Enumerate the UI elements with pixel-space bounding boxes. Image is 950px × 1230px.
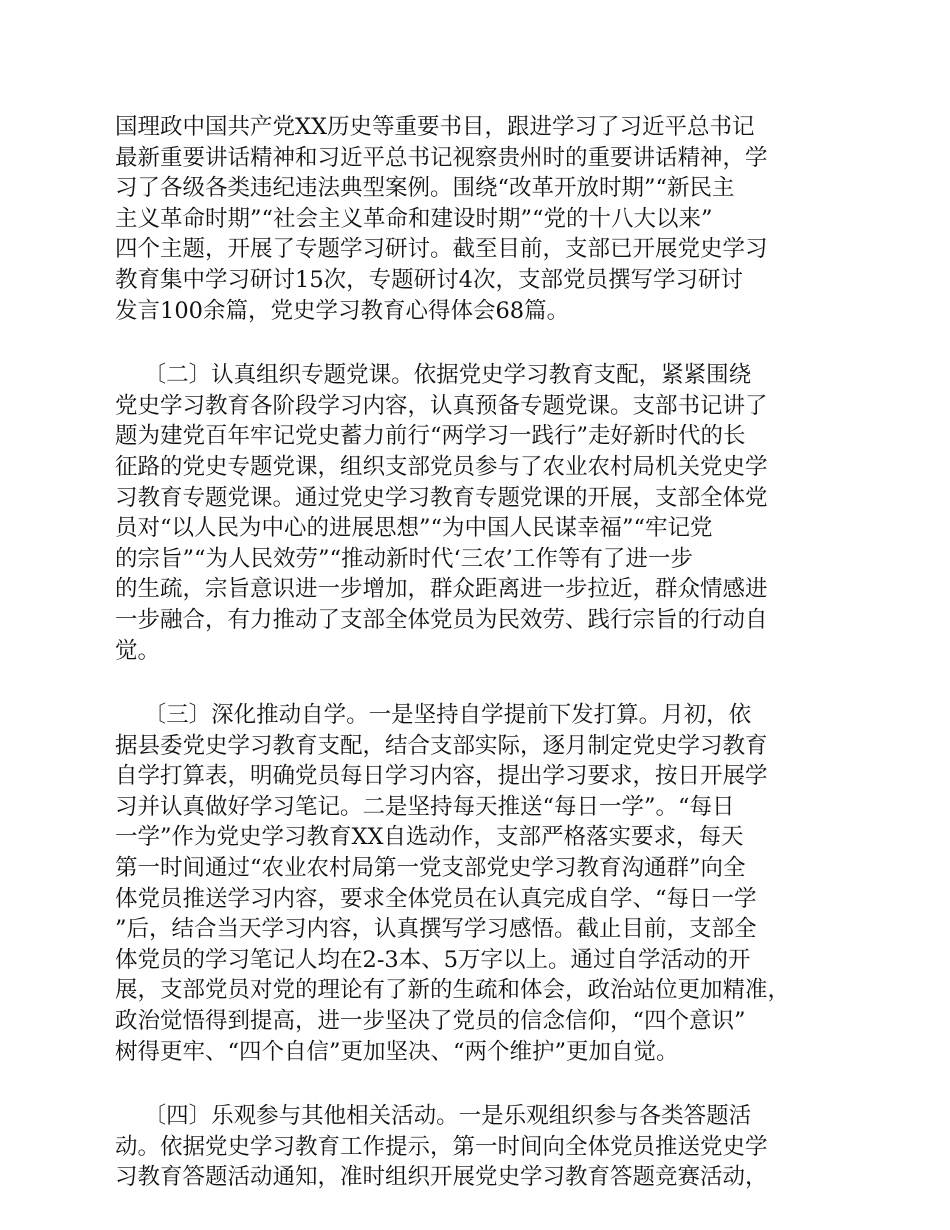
text-line: 最新重要讲话精神和习近平总书记视察贵州时的重要讲话精神，学 — [115, 144, 768, 171]
text-line: 第一时间通过“农业农村局第一党支部党史学习教育沟通群”向全 — [115, 855, 746, 882]
text-line: 展，支部党员对党的理论有了新的生疏和体会，政治站位更加精准， — [115, 977, 791, 1004]
text-line: 主义革命时期”“社会主义革命和建设时期”“党的十八大以来” — [115, 205, 713, 232]
text-line: 的生疏，宗旨意识进一步增加，群众距离进一步拉近，群众情感进 — [115, 576, 768, 603]
text-line: 自学打算表，明确党员每日学习内容，提出学习要求，按日开展学 — [115, 763, 768, 790]
text-line: 四个主题，开展了专题学习研讨。截至目前，支部已开展党史学习 — [115, 236, 768, 263]
text-line: 体党员的学习笔记人均在2-3本、5万字以上。通过自学活动的开 — [115, 946, 751, 973]
text-line: 题为建党百年牢记党史蓄力前行“两学习一践行”走好新时代的长 — [115, 423, 746, 450]
text-line: 据县委党史学习教育支配，结合支部实际，逐月制定党史学习教育 — [115, 732, 768, 759]
text-line: 动。依据党史学习教育工作提示，第一时间向全体党员推送党史学 — [115, 1133, 768, 1160]
text-line: 习并认真做好学习笔记。二是坚持每天推送“每日一学”。“每日 — [115, 793, 735, 820]
paragraph-3 — [115, 700, 857, 1067]
text-line: 觉。 — [115, 637, 161, 664]
document-body — [115, 112, 857, 1227]
text-line: 党史学习教育各阶段学习内容，认真预备专题党课。支部书记讲了 — [115, 392, 768, 419]
text-line: 习了各级各类违纪违法典型案例。围绕“改革开放时期”“新民主 — [115, 175, 735, 202]
text-line: 习教育答题活动通知，准时组织开展党史学习教育答题竞赛活动， — [115, 1164, 768, 1191]
text-line: 树得更牢、“四个自信”更加坚决、“两个维护”更加自觉。 — [115, 1038, 679, 1065]
text-line: 〔四〕乐观参与其他相关活动。一是乐观组织参与各类答题活 — [115, 1103, 752, 1130]
text-line: 征路的党史专题党课，组织支部党员参与了农业农村局机关党史学 — [115, 453, 768, 480]
text-line: 〔二〕认真组织专题党课。依据党史学习教育支配，紧紧围绕 — [115, 362, 752, 389]
text-line: 政治觉悟得到提高，进一步坚决了党员的信念信仰，“四个意识” — [115, 1008, 746, 1035]
text-line: 的宗旨”“为人民效劳”“推动新时代‘三农’工作等有了进一步 — [115, 545, 693, 572]
paragraph-1 — [115, 112, 857, 326]
text-line: 一步融合，有力推动了支部全体党员为民效劳、践行宗旨的行动自 — [115, 606, 768, 633]
text-line: 一学”作为党史学习教育XX自选动作，支部严格落实要求，每天 — [115, 824, 744, 851]
text-line: 教育集中学习研讨15次，专题研讨4次，支部党员撰写学习研讨 — [115, 266, 743, 293]
paragraph-4 — [115, 1101, 857, 1193]
text-line: ”后，结合当天学习内容，认真撰写学习感悟。截止目前，支部全 — [115, 916, 757, 943]
text-line: 〔三〕深化推动自学。一是坚持自学提前下发打算。月初，依 — [115, 702, 752, 729]
text-line: 体党员推送学习内容，要求全体党员在认真完成自学、“每日一学 — [115, 885, 757, 912]
text-line: 国理政中国共产党XX历史等重要书目，跟进学习了习近平总书记 — [115, 114, 755, 140]
text-line: 员对“以人民为中心的进展思想”“为中国人民谋幸福”“牢记党 — [115, 515, 713, 542]
text-line: 习教育专题党课。通过党史学习教育专题党课的开展，支部全体党 — [115, 484, 768, 511]
text-line: 发言100余篇，党史学习教育心得体会68篇。 — [115, 297, 570, 324]
paragraph-2 — [115, 360, 857, 666]
